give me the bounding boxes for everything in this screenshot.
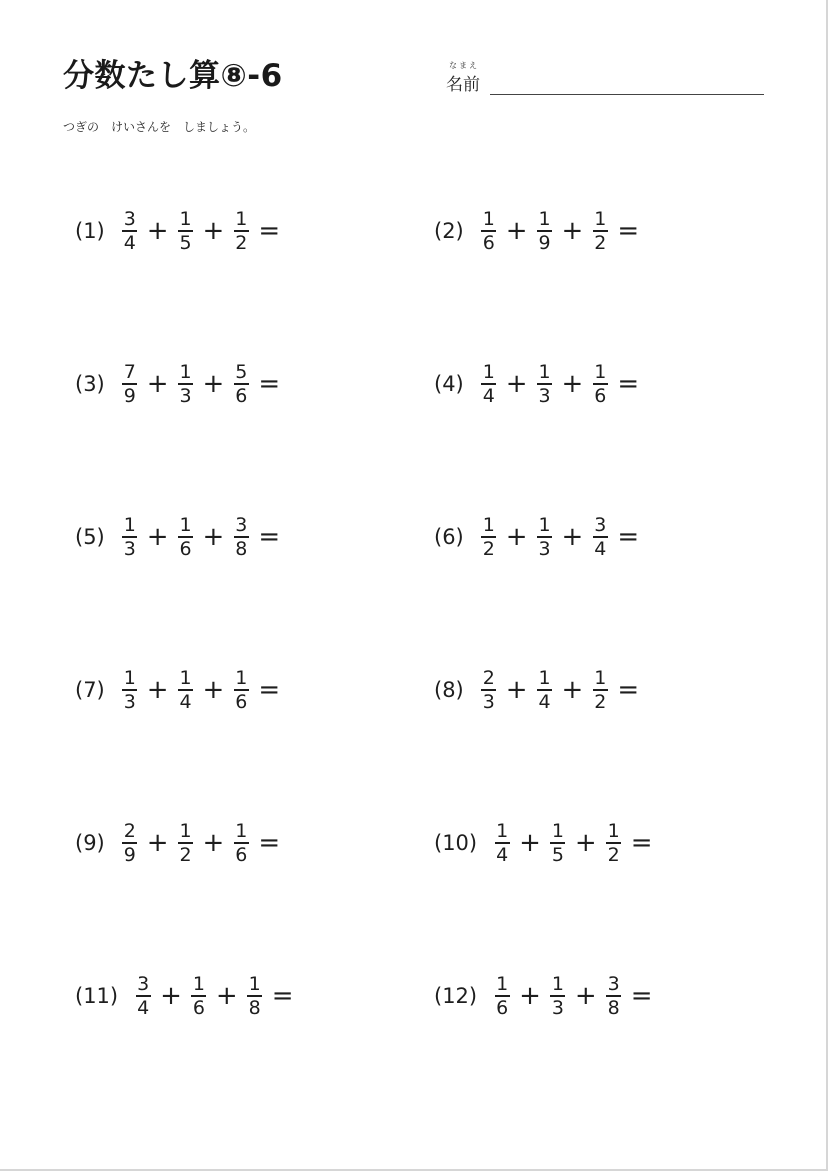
- fraction: [538, 362, 552, 406]
- equals-sign: =: [617, 216, 640, 246]
- fraction-numerator: 1: [179, 820, 192, 842]
- problem-item: [434, 813, 653, 873]
- fraction: [593, 668, 607, 712]
- problem-item: [75, 966, 294, 1026]
- fraction-numerator: 5: [235, 361, 248, 383]
- fraction: [482, 515, 496, 559]
- fraction-numerator: 3: [137, 973, 150, 995]
- name-label: 名前: [446, 75, 480, 95]
- fraction: [234, 821, 248, 865]
- fraction-denominator: 2: [594, 691, 607, 713]
- fraction-denominator: 5: [551, 844, 564, 866]
- plus-sign: +: [215, 981, 238, 1011]
- fraction-denominator: 9: [538, 232, 551, 254]
- plus-sign: +: [146, 522, 169, 552]
- problem-item: [434, 507, 639, 567]
- plus-sign: +: [505, 675, 528, 705]
- fraction: [482, 209, 496, 253]
- fraction-denominator: 4: [137, 997, 150, 1019]
- equals-sign: =: [258, 369, 281, 399]
- fraction-denominator: 4: [594, 538, 607, 560]
- plus-sign: +: [561, 369, 584, 399]
- problem-number: (9): [75, 831, 105, 855]
- name-write-line[interactable]: [490, 94, 764, 95]
- plus-sign: +: [202, 828, 225, 858]
- fraction: [123, 209, 137, 253]
- instruction-text: つぎの けいさんを しましょう。: [63, 120, 256, 134]
- fraction-numerator: 1: [594, 667, 607, 689]
- fraction: [538, 668, 552, 712]
- fraction: [123, 821, 137, 865]
- fraction: [192, 974, 206, 1018]
- fraction-numerator: 1: [248, 973, 261, 995]
- fraction-numerator: 2: [482, 667, 495, 689]
- plus-sign: +: [519, 828, 541, 858]
- fraction: [593, 515, 607, 559]
- fraction-denominator: 2: [482, 538, 495, 560]
- fraction: [136, 974, 150, 1018]
- name-field: [446, 60, 766, 100]
- problem-number: (1): [75, 219, 105, 243]
- fraction-numerator: 1: [123, 667, 136, 689]
- fraction-denominator: 5: [179, 232, 192, 254]
- fraction-numerator: 1: [179, 667, 192, 689]
- problem-number: (5): [75, 525, 105, 549]
- fraction-denominator: 2: [594, 232, 607, 254]
- fraction-numerator: 1: [235, 208, 248, 230]
- problem-number: (2): [434, 219, 464, 243]
- name-ruby: なまえ: [449, 61, 479, 70]
- problem-number: (7): [75, 678, 105, 702]
- fraction-numerator: 1: [235, 667, 248, 689]
- fraction: [607, 821, 621, 865]
- equals-sign: =: [617, 522, 640, 552]
- fraction-numerator: 3: [123, 208, 136, 230]
- fraction-numerator: 1: [496, 973, 509, 995]
- fraction-numerator: 1: [538, 514, 551, 536]
- fraction-numerator: 1: [179, 361, 192, 383]
- fraction-denominator: 6: [192, 997, 205, 1019]
- fraction-numerator: 1: [192, 973, 205, 995]
- plus-sign: +: [146, 675, 169, 705]
- fraction: [248, 974, 262, 1018]
- fraction-denominator: 2: [235, 232, 248, 254]
- problem-item: [75, 507, 280, 567]
- fraction: [495, 821, 509, 865]
- plus-sign: +: [505, 369, 528, 399]
- fraction-numerator: 1: [594, 208, 607, 230]
- fraction-denominator: 3: [551, 997, 564, 1019]
- fraction-denominator: 2: [607, 844, 620, 866]
- plus-sign: +: [160, 981, 182, 1011]
- fraction-denominator: 3: [123, 538, 136, 560]
- fraction-numerator: 1: [538, 667, 551, 689]
- fraction-numerator: 1: [538, 361, 551, 383]
- equals-sign: =: [617, 369, 640, 399]
- plus-sign: +: [202, 216, 225, 246]
- fraction-denominator: 8: [235, 538, 248, 560]
- fraction-denominator: 9: [123, 844, 136, 866]
- fraction: [607, 974, 621, 1018]
- problem-number: (8): [434, 678, 464, 702]
- fraction: [123, 515, 137, 559]
- plus-sign: +: [561, 216, 584, 246]
- fraction-denominator: 6: [482, 232, 495, 254]
- equals-sign: =: [258, 828, 281, 858]
- fraction-denominator: 6: [594, 385, 607, 407]
- fraction-numerator: 1: [482, 361, 495, 383]
- fraction-denominator: 6: [496, 997, 509, 1019]
- fraction-numerator: 2: [123, 820, 136, 842]
- plus-sign: +: [519, 981, 541, 1011]
- fraction: [234, 668, 248, 712]
- problem-item: [434, 966, 653, 1026]
- equals-sign: =: [630, 981, 653, 1011]
- equals-sign: =: [258, 522, 281, 552]
- fraction: [482, 362, 496, 406]
- fraction-numerator: 3: [235, 514, 248, 536]
- plus-sign: +: [574, 981, 597, 1011]
- equals-sign: =: [617, 675, 640, 705]
- fraction: [123, 668, 137, 712]
- problem-item: [434, 354, 639, 414]
- fraction-numerator: 1: [482, 514, 495, 536]
- problem-number: (12): [434, 984, 478, 1008]
- fraction-denominator: 4: [496, 844, 509, 866]
- plus-sign: +: [574, 828, 597, 858]
- fraction-numerator: 7: [123, 361, 136, 383]
- fraction: [234, 362, 248, 406]
- problem-item: [434, 660, 639, 720]
- fraction: [551, 821, 565, 865]
- fraction-denominator: 6: [179, 538, 192, 560]
- plus-sign: +: [146, 369, 169, 399]
- plus-sign: +: [561, 675, 584, 705]
- fraction-numerator: 1: [607, 820, 620, 842]
- problem-item: [434, 201, 639, 261]
- fraction-numerator: 1: [482, 208, 495, 230]
- plus-sign: +: [202, 522, 225, 552]
- problem-number: (6): [434, 525, 464, 549]
- fraction: [179, 209, 193, 253]
- fraction-numerator: 1: [551, 973, 564, 995]
- fraction-denominator: 8: [248, 997, 261, 1019]
- fraction-denominator: 4: [482, 385, 495, 407]
- fraction: [179, 362, 193, 406]
- fraction-denominator: 3: [538, 538, 551, 560]
- equals-sign: =: [258, 675, 281, 705]
- fraction-numerator: 1: [179, 514, 192, 536]
- problem-item: [75, 354, 280, 414]
- fraction-numerator: 1: [551, 820, 564, 842]
- fraction: [551, 974, 565, 1018]
- fraction-denominator: 9: [123, 385, 136, 407]
- fraction-denominator: 3: [179, 385, 192, 407]
- fraction-numerator: 1: [235, 820, 248, 842]
- fraction: [593, 362, 607, 406]
- equals-sign: =: [271, 981, 294, 1011]
- fraction-numerator: 1: [496, 820, 509, 842]
- problem-number: (11): [75, 984, 119, 1008]
- plus-sign: +: [202, 675, 225, 705]
- fraction-denominator: 6: [235, 691, 248, 713]
- fraction-denominator: 4: [123, 232, 136, 254]
- fraction-denominator: 2: [179, 844, 192, 866]
- fraction-denominator: 6: [235, 385, 248, 407]
- fraction-denominator: 8: [607, 997, 620, 1019]
- problem-number: (10): [434, 831, 478, 855]
- fraction: [179, 668, 193, 712]
- fraction-numerator: 1: [538, 208, 551, 230]
- plus-sign: +: [505, 216, 528, 246]
- fraction-numerator: 1: [123, 514, 136, 536]
- equals-sign: =: [630, 828, 653, 858]
- plus-sign: +: [146, 216, 169, 246]
- plus-sign: +: [202, 369, 225, 399]
- fraction-denominator: 4: [179, 691, 192, 713]
- fraction: [123, 362, 137, 406]
- fraction-numerator: 3: [594, 514, 607, 536]
- problem-item: [75, 813, 280, 873]
- fraction: [234, 515, 248, 559]
- fraction-denominator: 3: [482, 691, 495, 713]
- fraction: [538, 515, 552, 559]
- fraction-denominator: 4: [538, 691, 551, 713]
- plus-sign: +: [561, 522, 584, 552]
- problem-item: [75, 660, 280, 720]
- fraction-numerator: 1: [179, 208, 192, 230]
- fraction-denominator: 3: [538, 385, 551, 407]
- fraction-denominator: 6: [235, 844, 248, 866]
- problem-number: (4): [434, 372, 464, 396]
- page-title: 分数たし算⑧-6: [63, 58, 283, 94]
- fraction: [538, 209, 552, 253]
- fraction-numerator: 1: [594, 361, 607, 383]
- fraction-numerator: 3: [607, 973, 620, 995]
- fraction: [482, 668, 496, 712]
- fraction: [179, 515, 193, 559]
- equals-sign: =: [258, 216, 281, 246]
- plus-sign: +: [146, 828, 169, 858]
- fraction: [495, 974, 509, 1018]
- problem-number: (3): [75, 372, 105, 396]
- plus-sign: +: [505, 522, 528, 552]
- fraction: [179, 821, 193, 865]
- problem-item: [75, 201, 280, 261]
- fraction: [234, 209, 248, 253]
- fraction: [593, 209, 607, 253]
- fraction-denominator: 3: [123, 691, 136, 713]
